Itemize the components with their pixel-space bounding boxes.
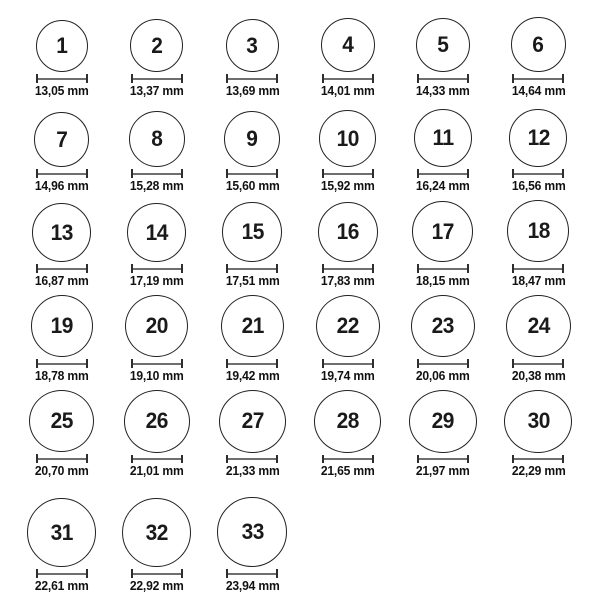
ruler-line bbox=[133, 363, 181, 365]
ruler-line bbox=[228, 573, 276, 575]
ring-size-cell bbox=[221, 295, 284, 390]
ring-circle bbox=[319, 110, 376, 167]
ring-size-cell bbox=[504, 390, 572, 485]
diameter-label: 21,97 mm bbox=[416, 464, 470, 478]
ring-size-cell bbox=[409, 390, 477, 485]
ring-size-number: 8 bbox=[151, 126, 163, 151]
ring-size-number: 15 bbox=[241, 219, 264, 244]
ring-size-number: 33 bbox=[241, 519, 264, 544]
ring-circle bbox=[226, 19, 279, 72]
diameter-ruler bbox=[36, 169, 88, 178]
ruler-line bbox=[38, 268, 86, 270]
ring-size-number: 16 bbox=[336, 219, 359, 244]
ruler-line bbox=[514, 78, 562, 80]
ring-circle bbox=[318, 202, 378, 262]
diameter-ruler bbox=[226, 359, 278, 368]
diameter-label: 13,37 mm bbox=[130, 84, 184, 98]
diameter-ruler bbox=[226, 169, 278, 178]
ring-size-cell bbox=[129, 10, 184, 105]
ring-circle bbox=[507, 200, 569, 262]
ruler-line bbox=[133, 458, 181, 460]
ruler-line bbox=[133, 573, 181, 575]
diameter-ruler bbox=[226, 569, 278, 578]
ring-circle bbox=[321, 18, 375, 72]
diameter-label: 17,51 mm bbox=[225, 274, 280, 288]
diameter-label: 15,28 mm bbox=[130, 179, 184, 193]
diameter-ruler bbox=[131, 569, 183, 578]
ring-circle bbox=[27, 498, 96, 567]
ring-circle bbox=[222, 202, 282, 262]
diameter-ruler bbox=[36, 569, 88, 578]
diameter-label: 13,69 mm bbox=[225, 84, 280, 98]
diameter-label: 18,47 mm bbox=[511, 274, 566, 288]
ring-size-cell bbox=[414, 105, 472, 200]
diameter-label: 20,06 mm bbox=[416, 369, 470, 383]
ring-size-cell bbox=[411, 295, 475, 390]
ring-size-number: 14 bbox=[145, 219, 169, 245]
ring-size-number: 1 bbox=[56, 33, 68, 58]
diameter-ruler bbox=[322, 74, 374, 83]
ring-size-number: 22 bbox=[336, 313, 359, 339]
diameter-ruler bbox=[322, 455, 374, 463]
diameter-ruler bbox=[512, 169, 564, 178]
ring-size-cell bbox=[125, 295, 188, 390]
ring-size-number: 28 bbox=[336, 408, 359, 434]
diameter-label: 14,33 mm bbox=[416, 84, 470, 98]
ring-circle bbox=[224, 111, 280, 167]
ring-circle bbox=[416, 18, 470, 72]
ring-size-number: 12 bbox=[527, 125, 550, 150]
ring-size-cell bbox=[225, 10, 280, 105]
ring-size-cell bbox=[34, 105, 89, 200]
ring-size-cell bbox=[31, 295, 93, 390]
ring-size-cell bbox=[27, 485, 96, 600]
ring-circle bbox=[31, 295, 93, 357]
ring-size-cell bbox=[32, 200, 91, 295]
diameter-ruler bbox=[417, 455, 469, 463]
ruler-line bbox=[324, 458, 372, 460]
diameter-label: 21,33 mm bbox=[225, 464, 280, 478]
ruler-line bbox=[514, 268, 562, 270]
ring-size-number: 24 bbox=[527, 313, 550, 339]
ruler-line bbox=[514, 458, 562, 460]
ruler-line bbox=[228, 268, 276, 270]
ruler-line bbox=[514, 173, 562, 175]
ring-circle bbox=[217, 497, 287, 567]
diameter-label: 23,94 mm bbox=[225, 579, 280, 593]
ruler-line bbox=[324, 173, 372, 175]
diameter-label: 15,60 mm bbox=[225, 179, 280, 193]
diameter-label: 21,65 mm bbox=[320, 464, 375, 478]
ring-circle bbox=[219, 390, 286, 453]
diameter-ruler bbox=[226, 264, 278, 273]
ring-size-number: 19 bbox=[50, 313, 73, 338]
diameter-ruler bbox=[512, 74, 564, 83]
diameter-label: 17,83 mm bbox=[320, 274, 375, 288]
ring-circle bbox=[34, 112, 89, 167]
diameter-ruler bbox=[417, 359, 469, 368]
diameter-ruler bbox=[322, 359, 374, 368]
ruler-line bbox=[228, 363, 276, 365]
diameter-ruler bbox=[417, 74, 469, 83]
ring-size-cell bbox=[316, 295, 380, 390]
ring-circle bbox=[412, 201, 473, 262]
ruler-line bbox=[228, 78, 276, 80]
ring-size-number: 27 bbox=[241, 408, 264, 434]
diameter-ruler bbox=[36, 454, 88, 463]
diameter-ruler bbox=[226, 455, 278, 463]
ring-circle bbox=[414, 109, 472, 167]
diameter-label: 20,70 mm bbox=[34, 464, 89, 478]
diameter-ruler bbox=[417, 264, 469, 273]
ring-size-cell bbox=[509, 105, 567, 200]
ruler-line bbox=[419, 363, 467, 365]
diameter-label: 19,10 mm bbox=[130, 369, 184, 383]
ruler-line bbox=[38, 173, 86, 175]
diameter-label: 14,01 mm bbox=[320, 84, 375, 98]
diameter-label: 14,96 mm bbox=[34, 179, 89, 193]
diameter-ruler bbox=[131, 264, 183, 273]
diameter-ruler bbox=[512, 264, 564, 273]
ring-circle bbox=[125, 295, 188, 357]
ruler-line bbox=[38, 573, 86, 575]
ring-size-cell bbox=[507, 200, 569, 295]
ring-size-cell bbox=[122, 485, 191, 600]
ring-size-cell bbox=[511, 10, 566, 105]
diameter-label: 14,64 mm bbox=[511, 84, 566, 98]
ruler-line bbox=[419, 458, 467, 460]
ring-size-number: 3 bbox=[246, 32, 258, 58]
diameter-ruler bbox=[36, 74, 88, 83]
ring-size-number: 26 bbox=[145, 408, 169, 434]
diameter-ruler bbox=[512, 359, 564, 368]
ring-size-number: 18 bbox=[527, 218, 550, 243]
ruler-line bbox=[324, 78, 372, 80]
ruler-line bbox=[133, 173, 181, 175]
ring-size-cell bbox=[129, 105, 185, 200]
diameter-ruler bbox=[131, 359, 183, 368]
ruler-line bbox=[514, 363, 562, 365]
ring-size-cell bbox=[506, 295, 571, 390]
ring-size-number: 4 bbox=[342, 32, 354, 57]
ring-size-number: 6 bbox=[532, 31, 544, 57]
ring-circle bbox=[29, 390, 94, 452]
ring-size-number: 25 bbox=[50, 408, 73, 434]
ring-size-number: 31 bbox=[50, 519, 73, 545]
diameter-label: 19,74 mm bbox=[320, 369, 375, 383]
diameter-ruler bbox=[131, 455, 183, 464]
diameter-label: 16,24 mm bbox=[416, 179, 470, 193]
ring-size-cell bbox=[34, 10, 89, 105]
ring-size-number: 32 bbox=[145, 519, 169, 545]
diameter-label: 19,42 mm bbox=[225, 369, 280, 383]
ring-circle bbox=[316, 295, 380, 357]
ring-circle bbox=[506, 295, 571, 357]
ruler-line bbox=[419, 173, 467, 175]
ring-size-cell bbox=[222, 200, 282, 295]
diameter-ruler bbox=[36, 264, 88, 273]
ring-size-cell bbox=[224, 105, 280, 200]
ring-circle bbox=[36, 20, 88, 72]
ring-size-number: 17 bbox=[431, 218, 455, 244]
diameter-label: 22,92 mm bbox=[130, 579, 184, 593]
ring-circle bbox=[122, 498, 191, 567]
ring-size-cell bbox=[29, 390, 94, 485]
ruler-line bbox=[133, 268, 181, 270]
ring-size-cell bbox=[219, 390, 286, 485]
diameter-label: 22,29 mm bbox=[511, 464, 566, 478]
ring-circle bbox=[511, 17, 566, 72]
ring-circle bbox=[509, 109, 567, 167]
ring-size-cell bbox=[412, 200, 473, 295]
diameter-ruler bbox=[131, 169, 183, 178]
ring-size-number: 9 bbox=[246, 126, 258, 151]
ring-size-cell bbox=[415, 10, 470, 105]
ring-circle bbox=[221, 295, 284, 357]
diameter-label: 15,92 mm bbox=[320, 179, 375, 193]
ruler-line bbox=[38, 363, 86, 365]
ring-size-number: 5 bbox=[437, 32, 449, 57]
ring-size-number: 21 bbox=[241, 313, 264, 339]
diameter-label: 18,78 mm bbox=[34, 369, 89, 383]
ruler-line bbox=[38, 78, 86, 80]
ring-size-number: 13 bbox=[50, 219, 73, 245]
ring-size-number: 23 bbox=[431, 313, 455, 339]
ring-size-cell bbox=[314, 390, 381, 485]
diameter-ruler bbox=[417, 169, 469, 178]
ruler-line bbox=[38, 458, 86, 460]
diameter-label: 20,38 mm bbox=[511, 369, 566, 383]
diameter-label: 16,56 mm bbox=[511, 179, 566, 193]
ruler-line bbox=[324, 268, 372, 270]
ring-size-number: 20 bbox=[145, 313, 169, 339]
diameter-label: 17,19 mm bbox=[130, 274, 184, 288]
ring-circle bbox=[409, 390, 477, 453]
ring-size-cell bbox=[318, 200, 378, 295]
ruler-line bbox=[419, 268, 467, 270]
ring-size-cell bbox=[124, 390, 190, 485]
diameter-label: 21,01 mm bbox=[130, 464, 184, 478]
ring-size-cell bbox=[127, 200, 186, 295]
diameter-ruler bbox=[322, 264, 374, 273]
ring-circle bbox=[129, 111, 185, 167]
ring-size-number: 10 bbox=[336, 125, 359, 151]
diameter-label: 18,15 mm bbox=[416, 274, 470, 288]
ruler-line bbox=[324, 363, 372, 365]
ring-size-cell bbox=[320, 10, 375, 105]
ruler-line bbox=[228, 458, 276, 460]
diameter-ruler bbox=[226, 74, 278, 83]
ring-circle bbox=[127, 203, 186, 262]
ring-circle bbox=[314, 390, 381, 453]
ring-circle bbox=[124, 390, 190, 453]
ring-size-number: 29 bbox=[431, 408, 455, 434]
ring-size-cell bbox=[217, 485, 287, 600]
ring-circle bbox=[411, 295, 475, 357]
ring-size-cell bbox=[319, 105, 376, 200]
diameter-ruler bbox=[131, 74, 183, 83]
ring-circle bbox=[32, 203, 91, 262]
ruler-line bbox=[228, 173, 276, 175]
ring-size-number: 11 bbox=[432, 125, 454, 150]
diameter-ruler bbox=[322, 169, 374, 178]
diameter-ruler bbox=[36, 359, 88, 368]
diameter-label: 13,05 mm bbox=[34, 84, 89, 98]
diameter-ruler bbox=[512, 455, 564, 463]
ring-circle bbox=[130, 19, 183, 72]
ring-size-number: 7 bbox=[56, 126, 68, 152]
ring-circle bbox=[504, 390, 572, 453]
diameter-label: 22,61 mm bbox=[34, 579, 89, 593]
ring-size-number: 2 bbox=[151, 32, 163, 58]
ruler-line bbox=[133, 78, 181, 80]
diameter-label: 16,87 mm bbox=[34, 274, 89, 288]
ruler-line bbox=[419, 78, 467, 80]
ring-size-number: 30 bbox=[527, 408, 550, 434]
